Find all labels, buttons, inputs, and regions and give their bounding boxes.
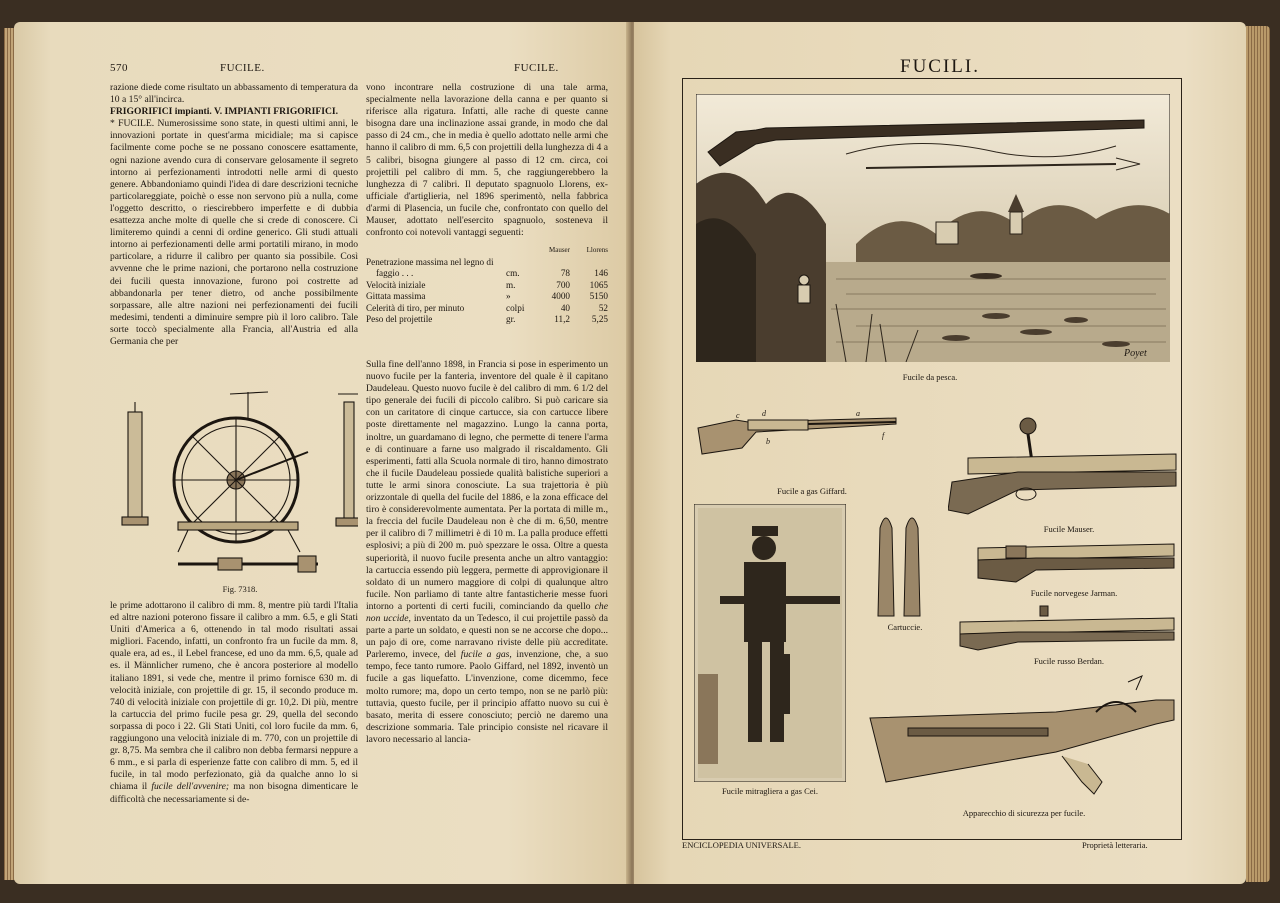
fishing-gun-engraving bbox=[696, 94, 1170, 362]
caption-cei: Fucile mitragliera a gas Cei. bbox=[721, 786, 819, 796]
header-mauser: Mauser bbox=[549, 246, 570, 255]
svg-text:d: d bbox=[762, 409, 766, 418]
caption-jarman: Fucile norvegese Jarman. bbox=[1030, 588, 1118, 598]
engraver-signature: Poyet bbox=[1124, 348, 1147, 359]
table-row: Peso del projettile gr. 11,2 5,25 bbox=[366, 314, 608, 325]
figure-7318-machine bbox=[118, 382, 358, 582]
table-row: faggio . . . cm. 78 146 bbox=[376, 268, 608, 279]
column-2-top bbox=[366, 82, 608, 330]
caption-berdan: Fucile russo Berdan. bbox=[1033, 656, 1105, 666]
caption-cartucce: Cartuccie. bbox=[887, 622, 923, 632]
table-row: Penetrazione massima nel legno di bbox=[366, 256, 494, 267]
italic-term: che non uccide, bbox=[366, 600, 608, 624]
paragraph: razione diede come risultato un abbassamento di temperatura da 10 a 15° all'incirca. bbox=[110, 82, 358, 106]
paragraph-mid: inventato da un Tedesco, il cui projettile passò da parte a parte un soldato, e questi non se ne accorse che dopo... un pajo di ore, come narravano riviste delle più accreditate. Parleremo, invece, del bbox=[366, 612, 608, 661]
berdan-rifle bbox=[958, 604, 1176, 652]
paragraph: le prime adottarono il calibro di mm. 8, mentre più tardi l'Italia ed altre nazioni poterono fissare il calibro a mm. 6.5, e gli Stati Uniti d'America a 6, ottenendo in tal modo risultati assai migliori. Facendo, infatti, un confronto fra un fucile da mm. 8, quale era, ad es., il Lebel francese, ed uno da mm. 6,5, quale ad es. il Männlicher rumeno, che è ancora posteriore al modello italiano 1891, si vede che, mentre il primo fornisce 630 m. di velocità iniziale, con projettile di gr. 15, il secondo produce m. 740 di velocità iniziale con projettile di gr. 10,2. Di più, mentre la cartuccia del primo fucile pesa gr. 29, quella del secondo sorpassa di poco i 22. Gli Stati Uniti, col loro fucile da mm. 6, raggiungono una velocità iniziale di m. 770, con un projettile di gr. 8,75. Ma sembra che il calibro non debba fermarsi neppure a 6 mm., e si parla di esperienze fatte con calibro di mm. 5, ed il fucile, in tal modo perfezionato, già da qualche anno lo si chiama il bbox=[110, 600, 358, 793]
giffard-gas-rifle bbox=[696, 406, 906, 466]
caption-mauser: Fucile Mauser. bbox=[1043, 524, 1095, 534]
plate-title: FUCILI. bbox=[900, 56, 980, 77]
jarman-rifle bbox=[976, 538, 1176, 586]
italic-term: fucile dell'avvenire; bbox=[151, 781, 230, 793]
footer-rights: Proprietà letteraria. bbox=[1082, 840, 1148, 850]
comparison-table bbox=[366, 245, 608, 326]
svg-text:b: b bbox=[766, 437, 770, 446]
italic-term: fucile a gas, bbox=[460, 649, 512, 661]
table-row: Gittata massima » 4000 5150 bbox=[366, 291, 608, 302]
caption-fucile-da-pesca: Fucile da pesca. bbox=[902, 372, 958, 382]
paragraph: Sulla fine dell'anno 1898, in Francia si pose in esperimento un nuovo fucile per la fanteria, inventore del quale è il capitano Daudeleau. Questo nuovo fucile è del calibro di mm. 6 1/2 del tipo generale dei fucili di piccolo calibro. Si può caricare sia con un caritatore di cinque cartucce, sia con cartucce libere poste direttamente nel magazzino. Lungo la canna porta, inoltre, un guardamano di legno, che permette di tenere l'arma e di continuare a farne uso malgrado il riscaldamento. Gli esperimenti, fatti alla Scuola normale di tiro, hanno dimostrato che il fucile Daudeleau possiede qualità balistiche superiori a tutte le armi sinora conosciute. La sua trajettoria è più orizzontale di quella del fucile del 1886, e la zona efficace del tiro è considerevolmente aumentata. Per la portata di mille m., la freccia del fucile Daudeleau non è che di m. 6,50, mentre per il calibro di 7 millimetri è di 10 m. La palla produce effetti esplosivi; a più di 200 m. può spezzare le ossa. Oltre a questa superiorità, il nuovo fucile presenta anche un altro vantaggio: la cartuccia essendo più leggera, permette di approvigionare il soldato di un numero maggiore di colpi di qualunque altro fucile. Non parliamo di tante altre fantasticherie messe fuori intorno a portenti di certi fucili, cominciando da quello bbox=[366, 359, 608, 612]
column-1-bottom bbox=[110, 600, 358, 806]
cross-reference: FRIGORIFICI impianti. V. IMPIANTI FRIGORIFICI. bbox=[110, 106, 339, 118]
left-page bbox=[14, 22, 630, 884]
cartridges bbox=[874, 508, 934, 620]
page-number: 570 bbox=[110, 62, 128, 74]
running-head-left: FUCILE. bbox=[220, 62, 265, 74]
paragraph-tail: ma non bisogna dimenticare le difficoltà che necessariamente si de- bbox=[110, 781, 359, 805]
footer-publisher: ENCICLOPEDIA UNIVERSALE. bbox=[682, 840, 801, 850]
right-page-plate bbox=[634, 22, 1246, 884]
safety-device bbox=[856, 672, 1176, 806]
paragraph: vono incontrare nella costruzione di una tale arma, specialmente nella lavorazione della canna e per quanto si riferisce alla rigatura. Infatti, alle rache di queste canne bisogna dare una inclinazione assai grande, in modo che dal passo di 24 cm., che in media è quello adottato nelle armi che hanno il calibro di mm. 6,5 con projettili della lunghezza di 4 a 5 calibri, bisogna giungere al passo di 12 cm. circa, coi projettili pel calibro di mm. 5, che raggiungerebbero la lunghezza di 7 calibri. Il deputato spagnuolo Llorens, ex-ufficiale d'artiglieria, nel 1896 sperimentò, nella fabbrica d'armi di Plasencia, un fucile che, confrontato con quello del Mauser, adottato nell'esercito spagnuolo, sosteneva il confronto coi notevoli vantaggi seguenti: bbox=[366, 82, 608, 239]
column-2-bottom bbox=[366, 359, 608, 746]
column-1-top bbox=[110, 82, 358, 348]
svg-text:f: f bbox=[882, 431, 885, 440]
table-row: Celerità di tiro, per minuto colpi 40 52 bbox=[366, 302, 608, 313]
svg-text:a: a bbox=[856, 409, 860, 418]
caption-giffard: Fucile a gas Giffard. bbox=[777, 486, 847, 496]
article-fucile: * FUCILE. Numerosissime sono state, in questi ultimi anni, le innovazioni portate in quest'arma micidiale; ma si capisce facilmente come poche se ne possano conoscere esattamente, ogni nazione avendo cura di conservare gelosamente il segreto intorno ai perfezionamenti introdotti nelle armi di questo genere. Abbandoniamo quindi l'idea di dare descrizioni tecniche particolareggiate, poichè o esse non servono più a nulla, come l'oggetto descritto, o riescirebbero imperfette e di dubbia esattezza anche molte di quelle che si crede di conoscere. Ci limiteremo quindi a cenni di ordine generico. Gli studi attuali intorno ai perfezionamenti delle armi portatili mirano, in modo particolare, a ridurre il calibro per quanto sia possibile. Così avvenne che le prime nazioni, che portarono nella costruzione dei fucili questa innovazione, furono poi costrette ad abbandonarla per tener dietro, od anche possibilmente sorpassare, alle altre nazioni nei perfezionamenti dei fucili medesimi, tendenti a diminuire sempre più il loro calibro. Tale sorte toccò specialmente alla Francia, all'Austria ed alla Germania che per bbox=[110, 118, 358, 347]
cei-rifle-photograph bbox=[694, 504, 846, 782]
right-page-edges bbox=[1246, 26, 1270, 882]
paragraph-tail: invenzione, che, a suo tempo, fece tanto rumore. Paolo Giffard, nel 1892, inventò un fucile a gas liquefatto. L'invenzione, come dicemmo, fece molto rumore; ma, dopo un certo tempo, non se ne parlò più: tuttavia, questo fucile, per il principio affatto nuovo su cui è basato, merita di essere conosciuto; perciò ne daremo una descrizione sommaria. Tale principio consiste nel ricavare il lavoro necessario al lancia- bbox=[366, 649, 608, 745]
mauser-rifle bbox=[948, 414, 1178, 522]
table-row: Velocità iniziale m. 700 1065 bbox=[366, 279, 608, 290]
figure-caption: Fig. 7318. bbox=[222, 584, 258, 594]
header-llorens: Llorens bbox=[586, 246, 608, 255]
svg-text:c: c bbox=[736, 411, 740, 420]
running-head-right: FUCILE. bbox=[514, 62, 559, 74]
caption-sicurezza: Apparecchio di sicurezza per fucile. bbox=[962, 808, 1086, 818]
